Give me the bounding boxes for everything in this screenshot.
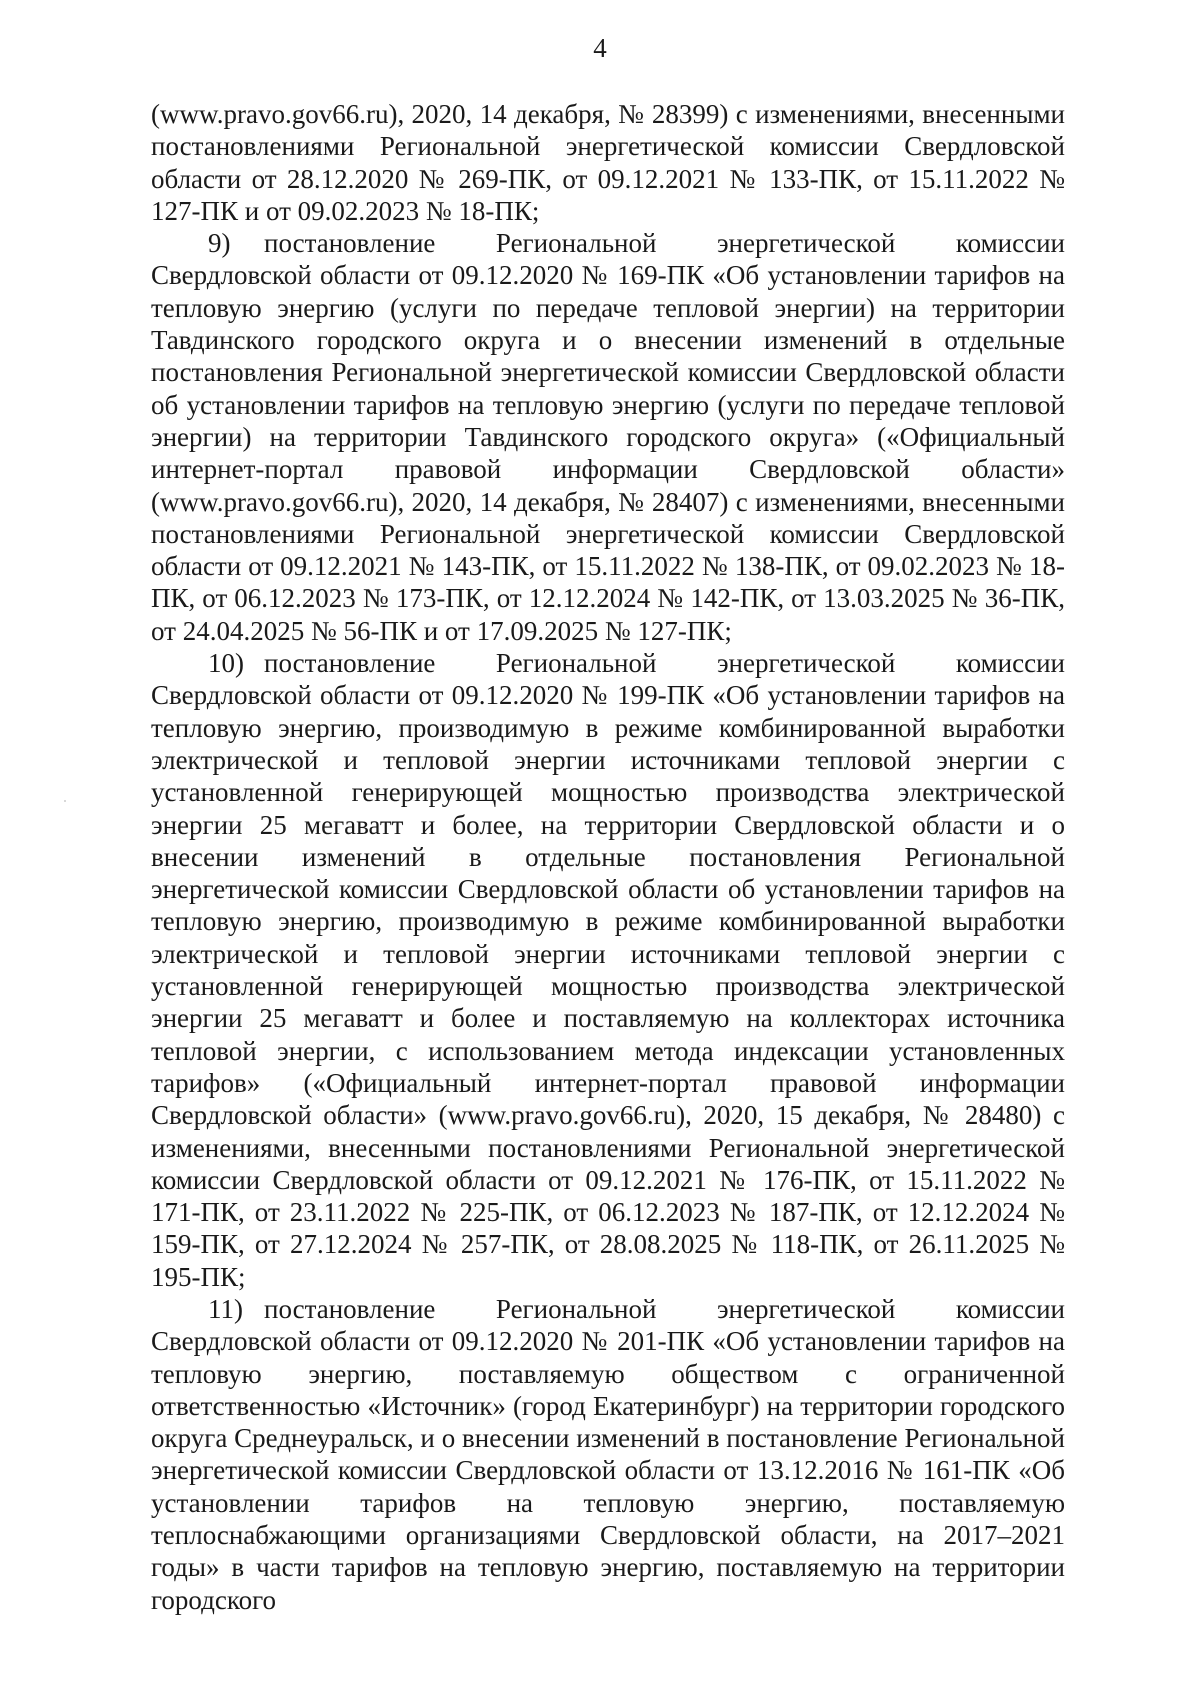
paragraph-text: постановление Региональной энергетической комиссии Свердловской области от 09.12.2020 № 199-ПК «Об установлении тарифов на тепловую энергию, производимую в режиме комбинированной выработки электрической и тепловой энергии источниками тепловой энергии с установленной генерирующей мощностью производства электрической энергии 25 мегаватт и более, на территории Свердловской области и о внесении изменений в отдельные постановления Региональной энергетической комиссии Свердловской области об установлении тарифов на тепловую энергию, производимую в режиме комбинированной выработки электрической и тепловой энергии источниками тепловой энергии с установленной генерирующей мощностью производства электрической энергии 25 мегаватт и более и поставляемую на коллекторах источника тепловой энергии, с использованием метода индексации установленных тарифов» («Официальный интернет-портал правовой информации Свердловской области» (www.pravo.gov66.ru), 2020, 15 декабря, № 28480) с изменениями, внесенными постановлениями Региональной энергетической комиссии Свердловской области от 09.12.2021 № 176-ПК, от 15.11.2022 № 171-ПК, от 23.11.2022 № 225-ПК, от 06.12.2023 № 187-ПК, от 12.12.2024 № 159-ПК, от 27.12.2024 № 257-ПК, от 28.08.2025 № 118-ПК, от 26.11.2025 № 195-ПК; <box>151 648 1065 1292</box>
list-item-number: 9) <box>208 228 231 259</box>
page-number: 4 <box>593 33 607 63</box>
paragraph-text: постановление Региональной энергетической комиссии Свердловской области от 09.12.2020 № 201-ПК «Об установлении тарифов на тепловую энергию, поставляемую обществом с ограниченной ответственностью «Источник» (город Екатеринбург) на территории городского округа Среднеуральск, и о внесении изменений в постановление Региональной энергетической комиссии Свердловской области от 13.12.2016 № 161-ПК «Об установлении тарифов на тепловую энергию, поставляемую теплоснабжающими организациями Свердловской области, на 2017–2021 годы» в части тарифов на тепловую энергию, поставляемую на территории городского <box>151 1293 1065 1615</box>
list-item-11 <box>151 1293 1065 1616</box>
paragraph-text: (www.pravo.gov66.ru), 2020, 14 декабря, № 28399) с изменениями, внесенными постановлениями Региональной энергетической комиссии Свердловской области от 28.12.2020 № 269-ПК, от 09.12.2021 № 133-ПК, от 15.11.2022 № 127-ПК и от 09.02.2023 № 18-ПК; <box>151 99 1065 226</box>
paragraph-continuation <box>151 98 1065 227</box>
scan-artifact <box>64 800 66 802</box>
list-item-10 <box>151 647 1065 1293</box>
list-item-number: 10) <box>208 648 244 679</box>
list-item-number: 11) <box>208 1293 243 1324</box>
list-item-9 <box>151 227 1065 647</box>
document-body <box>151 98 1065 1616</box>
paragraph-text: постановление Региональной энергетической комиссии Свердловской области от 09.12.2020 № 169-ПК «Об установлении тарифов на тепловую энергию (услуги по передаче тепловой энергии) на территории Тавдинского городского округа и о внесении изменений в отдельные постановления Региональной энергетической комиссии Свердловской области об установлении тарифов на тепловую энергию (услуги по передаче тепловой энергии) на территории Тавдинского городского округа» («Официальный интернет-портал правовой информации Свердловской области» (www.pravo.gov66.ru), 2020, 14 декабря, № 28407) с изменениями, внесенными постановлениями Региональной энергетической комиссии Свердловской области от 09.12.2021 № 143-ПК, от 15.11.2022 № 138-ПК, от 09.02.2023 № 18-ПК, от 06.12.2023 № 173-ПК, от 12.12.2024 № 142-ПК, от 13.03.2025 № 36-ПК, от 24.04.2025 № 56-ПК и от 17.09.2025 № 127-ПК; <box>151 228 1065 646</box>
